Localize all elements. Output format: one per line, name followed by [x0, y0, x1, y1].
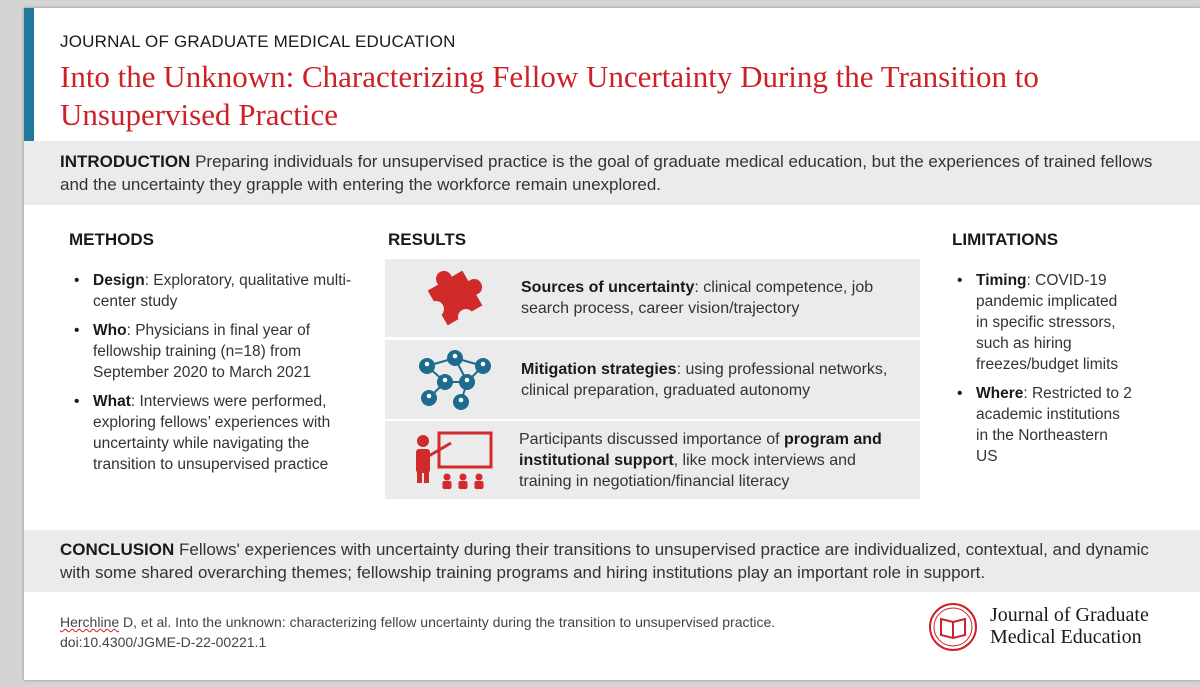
journal-header: JOURNAL OF GRADUATE MEDICAL EDUCATION: [60, 32, 456, 51]
list-item: [952, 270, 1132, 375]
result-text: [521, 259, 911, 337]
citation-author: Herchline: [60, 614, 120, 630]
journal-logo: [928, 600, 1178, 656]
introduction-label: INTRODUCTION: [60, 152, 191, 171]
bullet-text: : Exploratory, qualitative multi-center study: [93, 272, 352, 310]
list-item: [69, 270, 359, 312]
page-title: Into the Unknown: Characterizing Fellow Uncertainty During the Transition to Unsupervised Practice: [60, 59, 1039, 132]
result-row-sources: [385, 259, 920, 337]
logo-line-2: Medical Education: [990, 626, 1142, 648]
conclusion-band: [24, 530, 1200, 592]
bullet-text: : Interviews were performed, exploring fellows’ experiences with uncertainty while navigating the transition to unsupervised practice: [93, 393, 331, 473]
logo-line-1: Journal of Graduate: [990, 604, 1149, 626]
result-key: Mitigation strategies: [521, 360, 677, 378]
methods-heading: METHODS: [69, 230, 154, 249]
result-key: program and institutional support: [519, 430, 882, 469]
citation: [60, 612, 840, 652]
citation-text: D, et al. Into the unknown: characterizing fellow uncertainty during the transition to unsupervised practice.: [119, 614, 776, 630]
bullet-key: What: [93, 393, 131, 410]
bullet-text: : Physicians in final year of fellowship training (n=18) from September 2020 to March 2021: [93, 322, 311, 381]
accent-bar: [24, 8, 34, 141]
bullet-key: Timing: [976, 272, 1027, 289]
puzzle-piece-icon: [405, 265, 505, 331]
result-pre: Participants discussed importance of: [519, 430, 785, 448]
result-row-mitigation: [385, 340, 920, 419]
result-text: [521, 340, 911, 419]
teacher-presentation-icon: [405, 427, 505, 493]
result-text: [519, 421, 909, 499]
result-key: Sources of uncertainty: [521, 279, 695, 296]
list-item: [69, 391, 359, 475]
introduction-band: [24, 141, 1200, 205]
introduction-text: Preparing individuals for unsupervised practice is the goal of graduate medical education, but the experiences of trained fellows and the uncertainty they grapple with entering the workforce remain unexplored.: [60, 152, 1153, 194]
result-detail: : using professional networks, clinical preparation, graduated autonomy: [521, 360, 888, 399]
conclusion-label: CONCLUSION: [60, 540, 175, 559]
list-item: [69, 320, 359, 383]
result-row-support: [385, 421, 920, 499]
bullet-key: Who: [93, 322, 127, 339]
bullet-text: : Restricted to 2 academic institutions in the Northeastern US: [976, 385, 1132, 465]
limitations-list: [952, 270, 1132, 475]
results-heading: RESULTS: [388, 230, 467, 249]
conclusion-text: Fellows' experiences with uncertainty during their transitions to unsupervised practice are individualized, contextual, and dynamic with some shared overarching themes; fellowship training programs and hiring institutions play an important role in support.: [60, 540, 1149, 582]
bullet-text: : COVID-19 pandemic implicated in specific stressors, such as hiring freezes/budget limits: [976, 272, 1119, 373]
open-book-icon: [928, 602, 978, 652]
citation-doi: doi:10.4300/JGME-D-22-00221.1: [60, 634, 267, 650]
list-item: [952, 383, 1132, 467]
methods-list: [69, 270, 359, 483]
result-detail: : clinical competence, job search process, career vision/trajectory: [521, 279, 874, 317]
infographic-slide: [24, 8, 1200, 680]
bullet-key: Design: [93, 272, 145, 289]
network-icon: [405, 346, 505, 412]
limitations-heading: LIMITATIONS: [952, 230, 1059, 249]
result-detail: , like mock interviews and training in negotiation/financial literacy: [519, 451, 856, 490]
bullet-key: Where: [976, 385, 1024, 402]
logo-text: [990, 604, 1149, 648]
